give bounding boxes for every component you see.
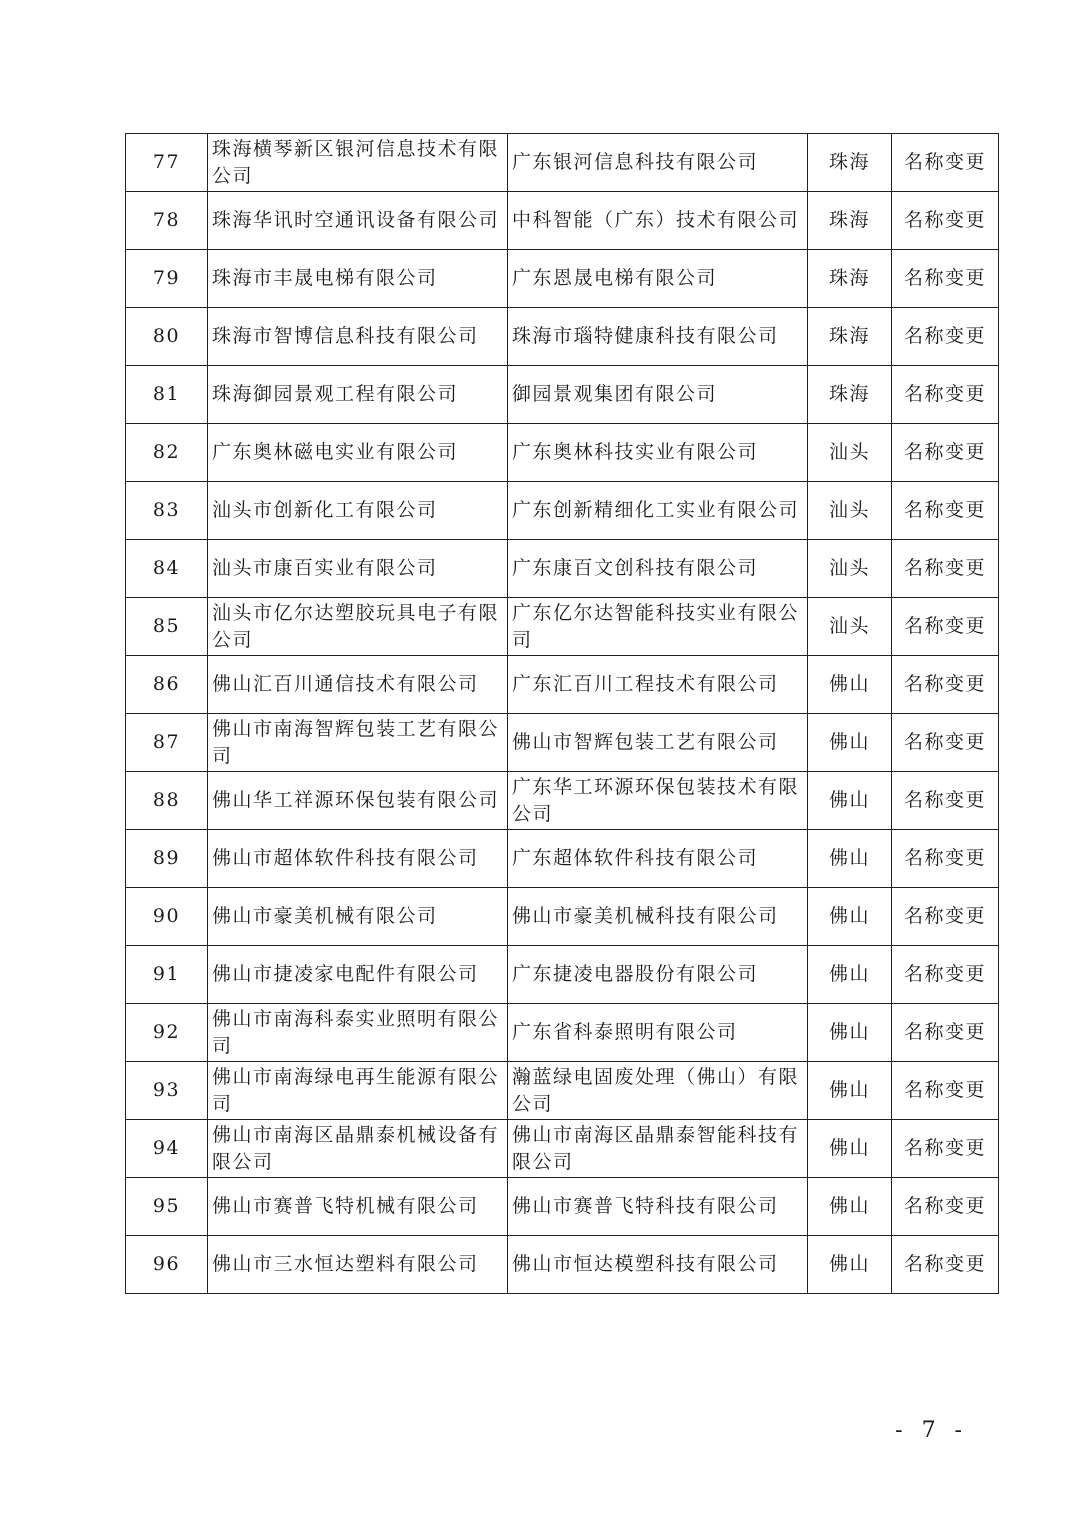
- new-company-name: 广东超体软件科技有限公司: [508, 830, 808, 888]
- company-name-change-table: [125, 133, 999, 1294]
- new-company-name: 中科智能（广东）技术有限公司: [508, 192, 808, 250]
- old-company-name: 佛山市南海区晶鼎泰机械设备有限公司: [208, 1120, 508, 1178]
- table-row: [126, 308, 999, 366]
- new-company-name: 广东恩晟电梯有限公司: [508, 250, 808, 308]
- change-type-cell: 名称变更: [892, 772, 999, 830]
- new-company-name: 广东创新精细化工实业有限公司: [508, 482, 808, 540]
- new-company-name: 佛山市赛普飞特科技有限公司: [508, 1178, 808, 1236]
- old-company-name: 珠海市智博信息科技有限公司: [208, 308, 508, 366]
- old-company-name: 佛山市豪美机械有限公司: [208, 888, 508, 946]
- city-cell: 珠海: [808, 192, 892, 250]
- new-company-name: 佛山市恒达模塑科技有限公司: [508, 1236, 808, 1294]
- table-row: [126, 192, 999, 250]
- row-number: 92: [126, 1004, 208, 1062]
- table-row: [126, 1178, 999, 1236]
- old-company-name: 广东奥林磁电实业有限公司: [208, 424, 508, 482]
- new-company-name: 佛山市智辉包装工艺有限公司: [508, 714, 808, 772]
- change-type-cell: 名称变更: [892, 1062, 999, 1120]
- new-company-name: 佛山市豪美机械科技有限公司: [508, 888, 808, 946]
- row-number: 95: [126, 1178, 208, 1236]
- old-company-name: 佛山市南海绿电再生能源有限公司: [208, 1062, 508, 1120]
- city-cell: 佛山: [808, 1062, 892, 1120]
- change-type-cell: 名称变更: [892, 946, 999, 1004]
- table-row: [126, 772, 999, 830]
- change-type-cell: 名称变更: [892, 830, 999, 888]
- row-number: 90: [126, 888, 208, 946]
- row-number: 93: [126, 1062, 208, 1120]
- city-cell: 佛山: [808, 888, 892, 946]
- old-company-name: 佛山市南海科泰实业照明有限公司: [208, 1004, 508, 1062]
- city-cell: 珠海: [808, 134, 892, 192]
- city-cell: 佛山: [808, 714, 892, 772]
- table-row: [126, 482, 999, 540]
- new-company-name: 广东捷凌电器股份有限公司: [508, 946, 808, 1004]
- change-type-cell: 名称变更: [892, 1004, 999, 1062]
- change-type-cell: 名称变更: [892, 888, 999, 946]
- new-company-name: 广东银河信息科技有限公司: [508, 134, 808, 192]
- change-type-cell: 名称变更: [892, 424, 999, 482]
- row-number: 85: [126, 598, 208, 656]
- row-number: 96: [126, 1236, 208, 1294]
- city-cell: 汕头: [808, 540, 892, 598]
- new-company-name: 珠海市瑙特健康科技有限公司: [508, 308, 808, 366]
- page-number: - 7 -: [895, 1418, 968, 1443]
- row-number: 81: [126, 366, 208, 424]
- new-company-name: 瀚蓝绿电固废处理（佛山）有限公司: [508, 1062, 808, 1120]
- old-company-name: 佛山市三水恒达塑料有限公司: [208, 1236, 508, 1294]
- city-cell: 汕头: [808, 598, 892, 656]
- old-company-name: 汕头市创新化工有限公司: [208, 482, 508, 540]
- table-row: [126, 656, 999, 714]
- new-company-name: 广东奥林科技实业有限公司: [508, 424, 808, 482]
- row-number: 80: [126, 308, 208, 366]
- change-type-cell: 名称变更: [892, 134, 999, 192]
- row-number: 78: [126, 192, 208, 250]
- city-cell: 佛山: [808, 772, 892, 830]
- city-cell: 汕头: [808, 482, 892, 540]
- table-row: [126, 1062, 999, 1120]
- row-number: 94: [126, 1120, 208, 1178]
- change-type-cell: 名称变更: [892, 1236, 999, 1294]
- city-cell: 珠海: [808, 366, 892, 424]
- old-company-name: 佛山市捷凌家电配件有限公司: [208, 946, 508, 1004]
- change-type-cell: 名称变更: [892, 656, 999, 714]
- old-company-name: 佛山汇百川通信技术有限公司: [208, 656, 508, 714]
- old-company-name: 珠海市丰晟电梯有限公司: [208, 250, 508, 308]
- old-company-name: 佛山市超体软件科技有限公司: [208, 830, 508, 888]
- table-row: [126, 714, 999, 772]
- change-type-cell: 名称变更: [892, 540, 999, 598]
- new-company-name: 广东亿尔达智能科技实业有限公司: [508, 598, 808, 656]
- old-company-name: 汕头市康百实业有限公司: [208, 540, 508, 598]
- table-row: [126, 250, 999, 308]
- change-type-cell: 名称变更: [892, 250, 999, 308]
- old-company-name: 珠海横琴新区银河信息技术有限公司: [208, 134, 508, 192]
- change-type-cell: 名称变更: [892, 1120, 999, 1178]
- city-cell: 珠海: [808, 250, 892, 308]
- row-number: 86: [126, 656, 208, 714]
- row-number: 87: [126, 714, 208, 772]
- table-row: [126, 540, 999, 598]
- table-row: [126, 366, 999, 424]
- old-company-name: 佛山市南海智辉包装工艺有限公司: [208, 714, 508, 772]
- row-number: 88: [126, 772, 208, 830]
- row-number: 91: [126, 946, 208, 1004]
- change-type-cell: 名称变更: [892, 192, 999, 250]
- new-company-name: 广东省科泰照明有限公司: [508, 1004, 808, 1062]
- row-number: 77: [126, 134, 208, 192]
- new-company-name: 佛山市南海区晶鼎泰智能科技有限公司: [508, 1120, 808, 1178]
- old-company-name: 珠海华讯时空通讯设备有限公司: [208, 192, 508, 250]
- city-cell: 汕头: [808, 424, 892, 482]
- city-cell: 佛山: [808, 830, 892, 888]
- new-company-name: 御园景观集团有限公司: [508, 366, 808, 424]
- table-row: [126, 1120, 999, 1178]
- new-company-name: 广东华工环源环保包装技术有限公司: [508, 772, 808, 830]
- change-type-cell: 名称变更: [892, 1178, 999, 1236]
- table-row: [126, 830, 999, 888]
- row-number: 83: [126, 482, 208, 540]
- new-company-name: 广东康百文创科技有限公司: [508, 540, 808, 598]
- old-company-name: 佛山市赛普飞特机械有限公司: [208, 1178, 508, 1236]
- change-type-cell: 名称变更: [892, 482, 999, 540]
- city-cell: 佛山: [808, 1120, 892, 1178]
- table-row: [126, 134, 999, 192]
- table-row: [126, 1004, 999, 1062]
- row-number: 82: [126, 424, 208, 482]
- table-row: [126, 424, 999, 482]
- table-row: [126, 888, 999, 946]
- change-type-cell: 名称变更: [892, 598, 999, 656]
- city-cell: 佛山: [808, 1236, 892, 1294]
- city-cell: 佛山: [808, 946, 892, 1004]
- new-company-name: 广东汇百川工程技术有限公司: [508, 656, 808, 714]
- row-number: 89: [126, 830, 208, 888]
- table-row: [126, 1236, 999, 1294]
- change-type-cell: 名称变更: [892, 366, 999, 424]
- city-cell: 珠海: [808, 308, 892, 366]
- table-row: [126, 598, 999, 656]
- city-cell: 佛山: [808, 1004, 892, 1062]
- city-cell: 佛山: [808, 656, 892, 714]
- row-number: 79: [126, 250, 208, 308]
- table-row: [126, 946, 999, 1004]
- change-type-cell: 名称变更: [892, 714, 999, 772]
- table-body: [126, 134, 999, 1294]
- old-company-name: 佛山华工祥源环保包装有限公司: [208, 772, 508, 830]
- old-company-name: 汕头市亿尔达塑胶玩具电子有限公司: [208, 598, 508, 656]
- change-type-cell: 名称变更: [892, 308, 999, 366]
- city-cell: 佛山: [808, 1178, 892, 1236]
- row-number: 84: [126, 540, 208, 598]
- old-company-name: 珠海御园景观工程有限公司: [208, 366, 508, 424]
